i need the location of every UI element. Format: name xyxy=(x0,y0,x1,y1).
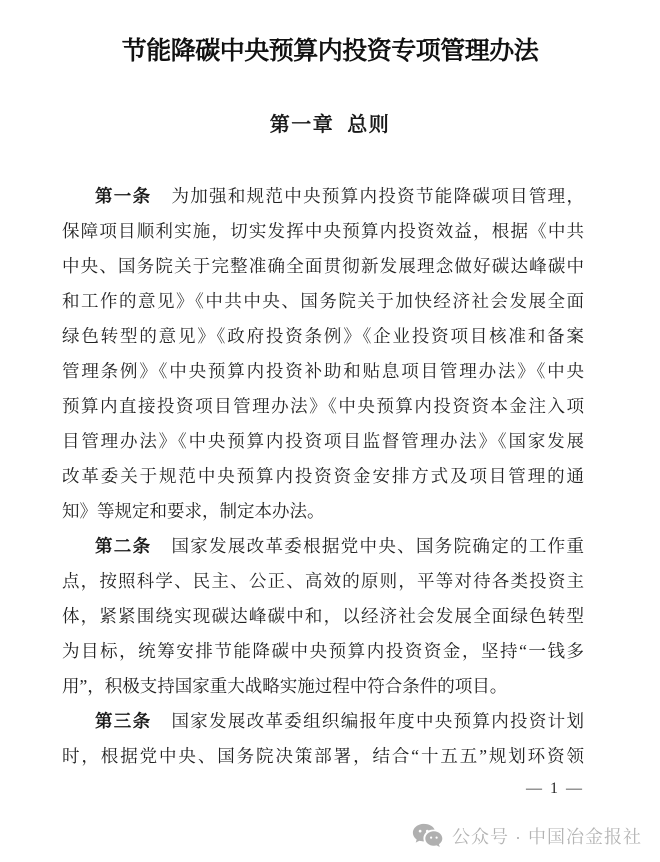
text-line: 中央、国务院关于完整准确全面贯彻新发展理念做好碳达峰碳中 xyxy=(62,255,584,276)
text-line: 体，紧紧围绕实现碳达峰碳中和，以经济社会发展全面绿色转型 xyxy=(62,605,584,626)
article-label: 第一条 xyxy=(95,185,152,206)
article-label: 第二条 xyxy=(95,535,152,556)
text-line: 时，根据党中央、国务院决策部署，结合“十五五”规划环资领 xyxy=(62,745,584,766)
text-line xyxy=(62,179,584,214)
line-text: 国家发展改革委根据党中央、国务院确定的工作重 xyxy=(171,535,584,556)
text-line: 用”，积极支持国家重大战略实施过程中符合条件的项目。 xyxy=(62,675,508,696)
text-line: 和工作的意见》《中共中央、国务院关于加快经济社会发展全面 xyxy=(62,290,584,311)
page-number: — 1 — xyxy=(526,780,584,797)
document-title: 节能降碳中央预算内投资专项管理办法 xyxy=(121,38,539,65)
text-line: 绿色转型的意见》《政府投资条例》《企业投资项目核准和备案 xyxy=(62,325,584,346)
text-line: 为目标，统筹安排节能降碳中央预算内投资资金，坚持“一钱多 xyxy=(62,640,584,661)
text-line: 预算内直接投资项目管理办法》《中央预算内投资资本金注入项 xyxy=(62,395,584,416)
text-line: 保障项目顺利实施，切实发挥中央预算内投资效益，根据《中共 xyxy=(62,220,584,241)
text-line: 改革委关于规范中央预算内投资资金安排方式及项目管理的通 xyxy=(62,465,584,486)
line-text: 国家发展改革委组织编报年度中央预算内投资计划 xyxy=(171,710,584,731)
paragraph-article-3 xyxy=(62,704,584,774)
paragraph-article-1 xyxy=(62,179,584,529)
line-text: 为加强和规范中央预算内投资节能降碳项目管理， xyxy=(171,185,584,206)
text-line xyxy=(62,529,584,564)
text-line: 目管理办法》《中央预算内投资项目监督管理办法》《国家发展 xyxy=(62,430,584,451)
article-label: 第三条 xyxy=(95,710,152,731)
document-body xyxy=(62,179,584,774)
chapter-heading: 第一章 总则 xyxy=(269,113,391,136)
text-line: 知》等规定和要求，制定本办法。 xyxy=(62,500,325,521)
wechat-icon xyxy=(412,823,443,849)
text-line: 点，按照科学、民主、公正、高效的原则，平等对待各类投资主 xyxy=(62,570,584,591)
text-line xyxy=(62,704,584,739)
text-line: 管理条例》《中央预算内投资补助和贴息项目管理办法》《中央 xyxy=(62,360,584,381)
watermark-text: 公众号 · 中国冶金报社 xyxy=(452,827,642,847)
paragraph-article-2 xyxy=(62,529,584,704)
watermark-footer xyxy=(412,823,642,849)
